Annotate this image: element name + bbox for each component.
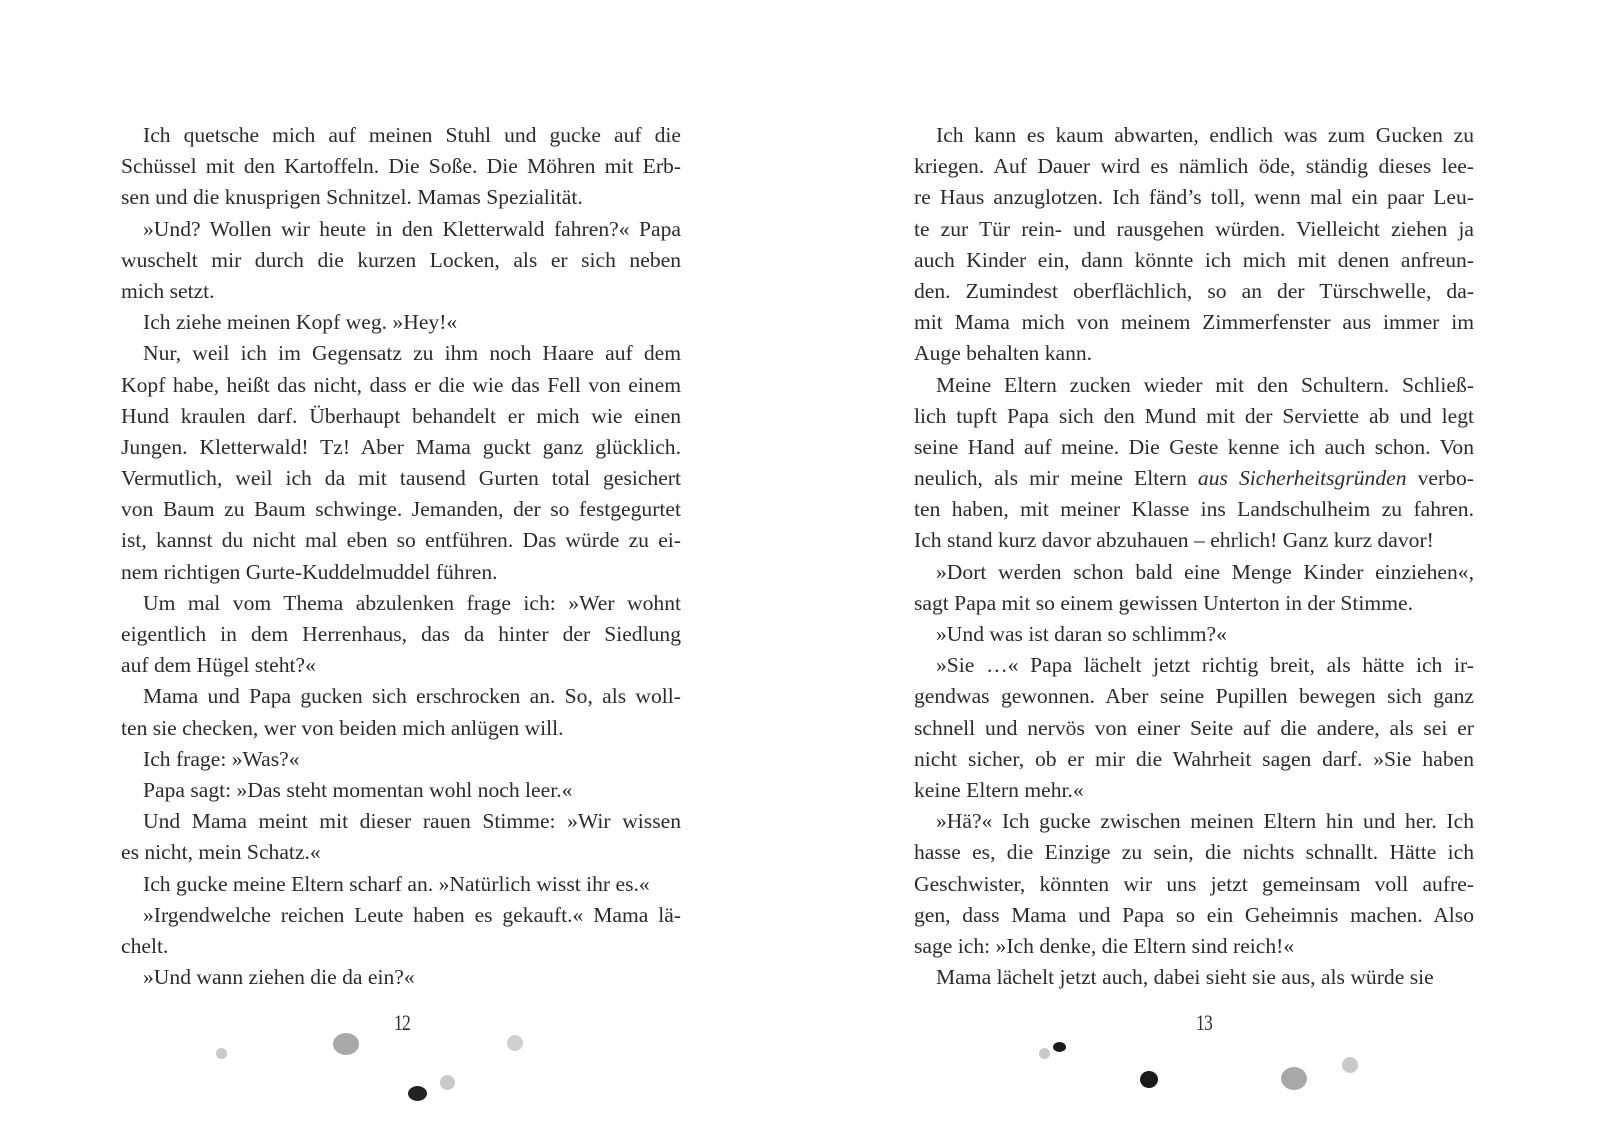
- text-line: ten sie checken, wer von beiden mich anlügen will.: [121, 715, 564, 740]
- text-line: ist, kannst du nicht mal eben so entführen. Das würde zu ei-: [121, 528, 681, 553]
- text-line: den. Zumindest oberflächlich, so an der Türschwelle, da-: [914, 278, 1474, 303]
- text-line: Nur, weil ich im Gegensatz zu ihm noch Haare auf dem: [143, 341, 681, 366]
- right-page-text: [914, 120, 1474, 993]
- ink-dot: [216, 1048, 227, 1059]
- paragraph: [914, 619, 1474, 650]
- text-line: Ich ziehe meinen Kopf weg. »Hey!«: [143, 310, 458, 335]
- ink-dot: [440, 1075, 455, 1090]
- text-line: Hund kraulen darf. Überhaupt behandelt er mich wie einen: [121, 403, 681, 428]
- paragraph: [121, 962, 681, 993]
- text-line: gendwas gewonnen. Aber seine Pupillen bewegen sich ganz: [914, 684, 1474, 709]
- text-line: neulich, als mir meine Eltern aus Sicherheitsgründen verbo-: [914, 466, 1474, 491]
- text-line: Ich kann es kaum abwarten, endlich was zum Gucken zu: [936, 123, 1474, 147]
- text-line: Um mal vom Thema abzulenken frage ich: »Wer wohnt: [143, 590, 681, 615]
- text-line: ten haben, mit meiner Klasse ins Landschulheim zu fahren.: [914, 497, 1474, 522]
- text-line: »Sie …« Papa lächelt jetzt richtig breit, als hätte ich ir-: [936, 653, 1474, 678]
- paragraph: [914, 650, 1474, 806]
- text-line: sen und die knusprigen Schnitzel. Mamas Spezialität.: [121, 185, 583, 210]
- text-line: schnell und nervös von einer Seite auf die andere, als sei er: [914, 715, 1474, 740]
- paragraph: [121, 775, 681, 806]
- ink-dot: [333, 1033, 359, 1055]
- ink-dot: [1140, 1071, 1158, 1088]
- text-line: hasse es, die Einzige zu sein, die nichts schnallt. Hätte ich: [914, 840, 1474, 865]
- paragraph: [121, 338, 681, 588]
- text-line: chelt.: [121, 933, 169, 958]
- text-line: wuschelt mir durch die kurzen Locken, als er sich neben: [121, 247, 681, 272]
- text-line: Schüssel mit den Kartoffeln. Die Soße. Die Möhren mit Erb-: [121, 154, 681, 179]
- text-line: »Und wann ziehen die da ein?«: [143, 965, 415, 990]
- text-line: Vermutlich, weil ich da mit tausend Gurten total gesichert: [121, 466, 681, 491]
- text-line: Und Mama meint mit dieser rauen Stimme: »Wir wissen: [143, 809, 681, 834]
- text-line: sagt Papa mit so einem gewissen Unterton in der Stimme.: [914, 590, 1413, 615]
- text-line: nem richtigen Gurte-Kuddelmuddel führen.: [121, 559, 498, 584]
- text-line: gen, dass Mama und Papa so ein Geheimnis machen. Also: [914, 902, 1474, 927]
- text-line: seine Hand auf meine. Die Geste kenne ich auch schon. Von: [914, 434, 1474, 459]
- text-line: Mama und Papa gucken sich erschrocken an. So, als woll-: [143, 684, 681, 709]
- text-line: von Baum zu Baum schwinge. Jemanden, der so festgegurtet: [121, 497, 681, 522]
- ink-dot: [1039, 1048, 1050, 1059]
- text-line: »Hä?« Ich gucke zwischen meinen Eltern hin und her. Ich: [936, 809, 1474, 834]
- emphasized-phrase: aus Sicherheitsgründen: [1197, 466, 1407, 491]
- ink-dot: [408, 1086, 427, 1101]
- page-number-left: 12: [394, 1010, 410, 1035]
- text-line: lich tupft Papa sich den Mund mit der Serviette ab und legt: [914, 403, 1474, 428]
- paragraph: [121, 120, 681, 214]
- text-line: sage ich: »Ich denke, die Eltern sind reich!«: [914, 933, 1295, 958]
- text-line: es nicht, mein Schatz.«: [121, 840, 321, 865]
- paragraph: [121, 806, 681, 868]
- ink-dot: [1281, 1067, 1307, 1090]
- paragraph: [121, 869, 681, 900]
- text-line: eigentlich in dem Herrenhaus, das da hinter der Siedlung: [121, 622, 681, 646]
- text-line: Auge behalten kann.: [914, 341, 1093, 366]
- text-line: keine Eltern mehr.«: [914, 777, 1084, 802]
- paragraph: [121, 214, 681, 308]
- right-page: [914, 120, 1474, 993]
- paragraph: [121, 900, 681, 962]
- paragraph: [914, 806, 1474, 962]
- text-line: »Und? Wollen wir heute in den Kletterwald fahren?« Papa: [143, 216, 681, 241]
- text-line: nicht sicher, ob er mir die Wahrheit sagen darf. »Sie haben: [914, 746, 1474, 771]
- text-line: Ich frage: »Was?«: [143, 746, 300, 771]
- text-line: mich setzt.: [121, 278, 215, 303]
- text-line: Papa sagt: »Das steht momentan wohl noch leer.«: [143, 777, 573, 802]
- paragraph: [121, 681, 681, 743]
- text-line: auch Kinder ein, dann könnte ich mich mit denen anfreun-: [914, 247, 1474, 272]
- text-line: »Irgendwelche reichen Leute haben es gekauft.« Mama lä-: [143, 902, 681, 927]
- text-line: Mama lächelt jetzt auch, dabei sieht sie aus, als würde sie: [936, 965, 1434, 990]
- text-line: te zur Tür rein- und rausgehen würden. Vielleicht ziehen ja: [914, 216, 1474, 241]
- text-line: Meine Eltern zucken wieder mit den Schultern. Schließ-: [936, 372, 1474, 397]
- text-line: Ich stand kurz davor abzuhauen – ehrlich! Ganz kurz davor!: [914, 528, 1434, 553]
- paragraph: [914, 370, 1474, 557]
- ink-dot: [1342, 1057, 1358, 1073]
- text-line: auf dem Hügel steht?«: [121, 653, 316, 678]
- paragraph: [121, 588, 681, 682]
- left-page-text: [121, 120, 681, 993]
- ink-dot: [1053, 1042, 1066, 1052]
- paragraph: [914, 557, 1474, 619]
- text-line: Geschwister, könnten wir uns jetzt gemeinsam voll aufre-: [914, 871, 1474, 896]
- text-line: Ich quetsche mich auf meinen Stuhl und gucke auf die: [143, 123, 681, 147]
- text-line: »Und was ist daran so schlimm?«: [936, 622, 1227, 646]
- paragraph: [914, 962, 1474, 993]
- text-line: kriegen. Auf Dauer wird es nämlich öde, ständig dieses lee-: [914, 154, 1474, 179]
- text-line: Kopf habe, heißt das nicht, dass er die wie das Fell von einem: [121, 372, 681, 397]
- paragraph: [914, 120, 1474, 370]
- text-line: mit Mama mich von meinem Zimmerfenster aus immer im: [914, 310, 1474, 335]
- paragraph: [121, 744, 681, 775]
- page-number-right: 13: [1196, 1010, 1212, 1035]
- text-line: Ich gucke meine Eltern scharf an. »Natürlich wisst ihr es.«: [143, 871, 650, 896]
- paragraph: [121, 307, 681, 338]
- ink-dot: [507, 1035, 523, 1051]
- text-line: Jungen. Kletterwald! Tz! Aber Mama guckt ganz glücklich.: [121, 434, 681, 459]
- left-page: [121, 120, 681, 993]
- text-line: »Dort werden schon bald eine Menge Kinder einziehen«,: [936, 559, 1474, 584]
- text-line: re Haus anzuglotzen. Ich fänd’s toll, wenn mal ein paar Leu-: [914, 185, 1474, 210]
